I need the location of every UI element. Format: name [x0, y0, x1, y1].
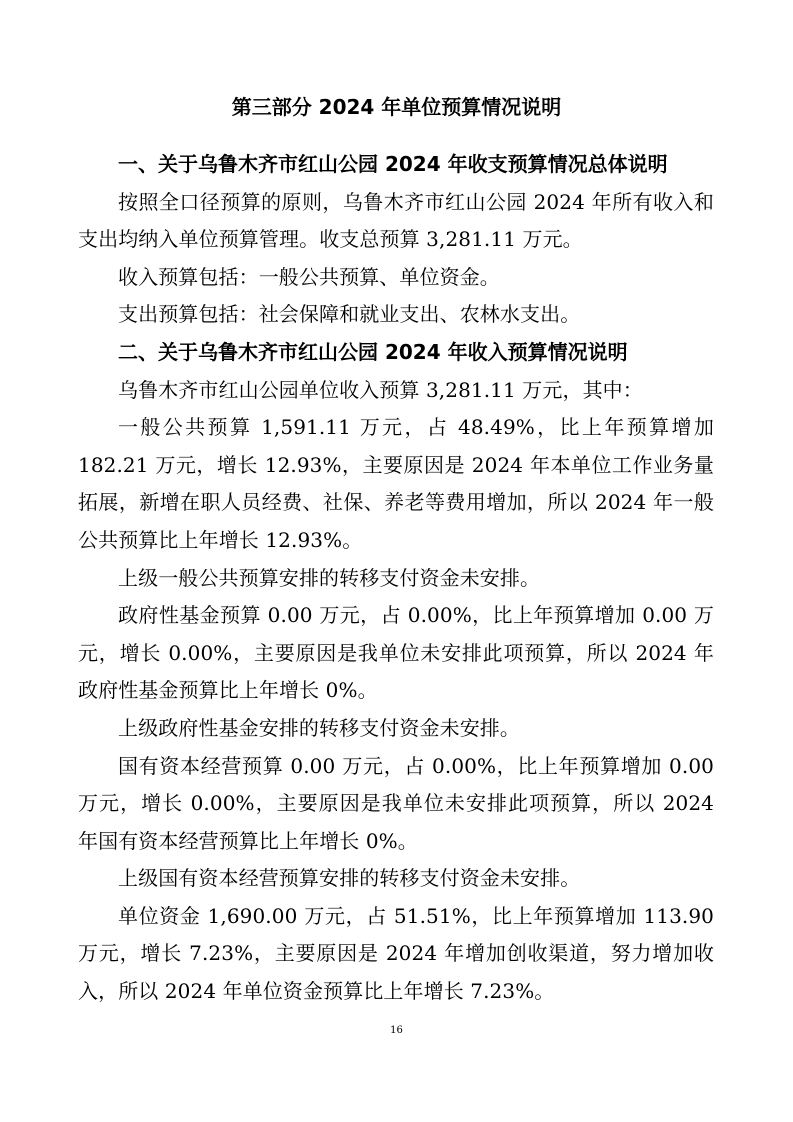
paragraph: 国有资本经营预算 0.00 万元，占 0.00%，比上年预算增加 0.00 万元，增长 0.00%，主要原因是我单位未安排此项预算，所以 2024 年国有资本经营预算比上年增长 0%。 [78, 753, 714, 853]
page-number: 16 [390, 1025, 403, 1036]
paragraph: 上级政府性基金安排的转移支付资金未安排。 [118, 715, 520, 740]
paragraph: 一般公共预算 1,591.11 万元，占 48.49%，比上年预算增加 182.21 万元，增长 12.93%，主要原因是 2024 年本单位工作业务量拓展，新增在职人员经费、社保、养老等费用增加，所以 2024 年一般公共预算比上年增长 12.93%。 [78, 415, 714, 552]
page-title: 第三部分 2024 年单位预算情况说明 [231, 95, 562, 119]
paragraph: 上级国有资本经营预算安排的转移支付资金未安排。 [118, 866, 581, 891]
paragraph: 乌鲁木齐市红山公园单位收入预算 3,281.11 万元，其中： [118, 377, 643, 402]
paragraph: 上级一般公共预算安排的转移支付资金未安排。 [118, 565, 541, 590]
document-body [78, 146, 714, 1011]
paragraph: 单位资金 1,690.00 万元，占 51.51%，比上年预算增加 113.90 万元，增长 7.23%，主要原因是 2024 年增加创收渠道，努力增加收入，所以 2024 年单位资金预算比上年增长 7.23%。 [78, 903, 714, 1004]
section-heading-1: 一、关于乌鲁木齐市红山公园 2024 年收支预算情况总体说明 [118, 152, 668, 176]
paragraph: 按照全口径预算的原则，乌鲁木齐市红山公园 2024 年所有收入和支出均纳入单位预算管理。收支总预算 3,281.11 万元。 [78, 189, 714, 252]
paragraph: 政府性基金预算 0.00 万元，占 0.00%，比上年预算增加 0.00 万元，增长 0.00%，主要原因是我单位未安排此项预算，所以 2024 年政府性基金预算比上年增长 0%。 [78, 603, 714, 703]
paragraph: 收入预算包括：一般公共预算、单位资金。 [118, 264, 500, 289]
paragraph: 支出预算包括：社会保障和就业支出、农林水支出。 [118, 302, 581, 327]
section-heading-2: 二、关于乌鲁木齐市红山公园 2024 年收入预算情况说明 [118, 339, 628, 364]
